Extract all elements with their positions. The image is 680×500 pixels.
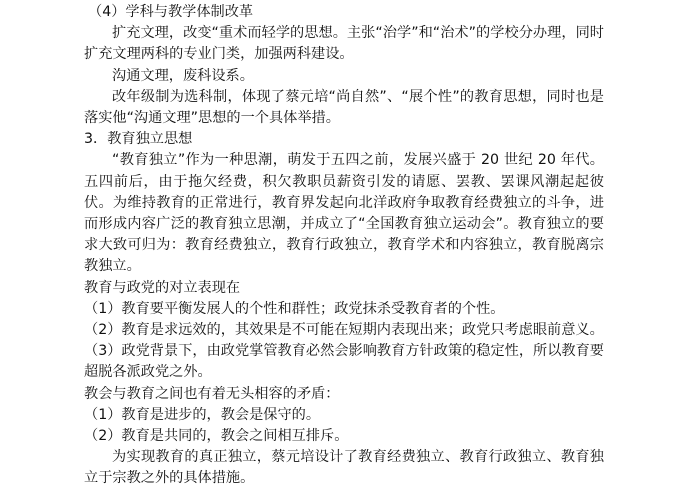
party-item-2: （2）教育是求远效的，其效果是不可能在短期内表现出来；政党只考虑眼前意义。 (84, 322, 604, 338)
church-item-1: （1）教育是进步的，教会是保守的。 (84, 406, 321, 423)
church-item-2: （2）教育是共同的，教会之间相互排斥。 (84, 428, 349, 444)
section-4-paragraph-3: 改年级制为选科制，体现了蔡元培“尚自然”、“展个性”的教育思想，同时也是落实他“沟通文理”思想的一个具体举措。 (84, 88, 604, 126)
closing-paragraph: 为实现教育的真正独立，蔡元培设计了教育经费独立、教育行政独立、教育独立于宗教之外的具体措施。 (84, 449, 604, 487)
section-4-heading: （4）学科与教学体制改革 (88, 4, 254, 20)
church-conflict-heading: 教会与教育之间也有着无头相容的矛盾： (84, 385, 340, 402)
section-4-paragraph-2: 沟通文理，废科设系。 (112, 67, 254, 84)
party-item-1: （1）教育要平衡发展人的个性和群性；政党抹杀受教育者的个性。 (84, 300, 505, 317)
section-3-heading: 3．教育独立思想 (84, 131, 193, 148)
party-opposition-heading: 教育与政党的对立表现在 (84, 279, 241, 296)
section-3-paragraph-1: “教育独立”作为一种思潮，萌发于五四之前，发展兴盛于 20 世纪 20 年代。五四前后，由于拖欠经费，积欠教职员薪资引发的请愿、罢教、罢课风潮起起彼伏。为维持教育的正常进行，教育界发起向北洋政府争取教育经费独立的斗争，进而形成内容广泛的教育独立思潮，并成立了“全国教育独立运动会”。教育独立的要求大致可归为：教育经费独立，教育行政独立，教育学术和内容独立，教育脱离宗教独立。 (84, 152, 604, 275)
document-page (84, 2, 604, 490)
section-4-paragraph-1: 扩充文理，改变“重术而轻学的思想。主张“治学”和“治术”的学校分办理，同时扩充文理两科的专业门类，加强两科建设。 (84, 25, 604, 63)
party-item-3: （3）政党背景下，由政党掌管教育必然会影响教育方针政策的稳定性，所以教育要超脱各派政党之外。 (84, 343, 604, 381)
